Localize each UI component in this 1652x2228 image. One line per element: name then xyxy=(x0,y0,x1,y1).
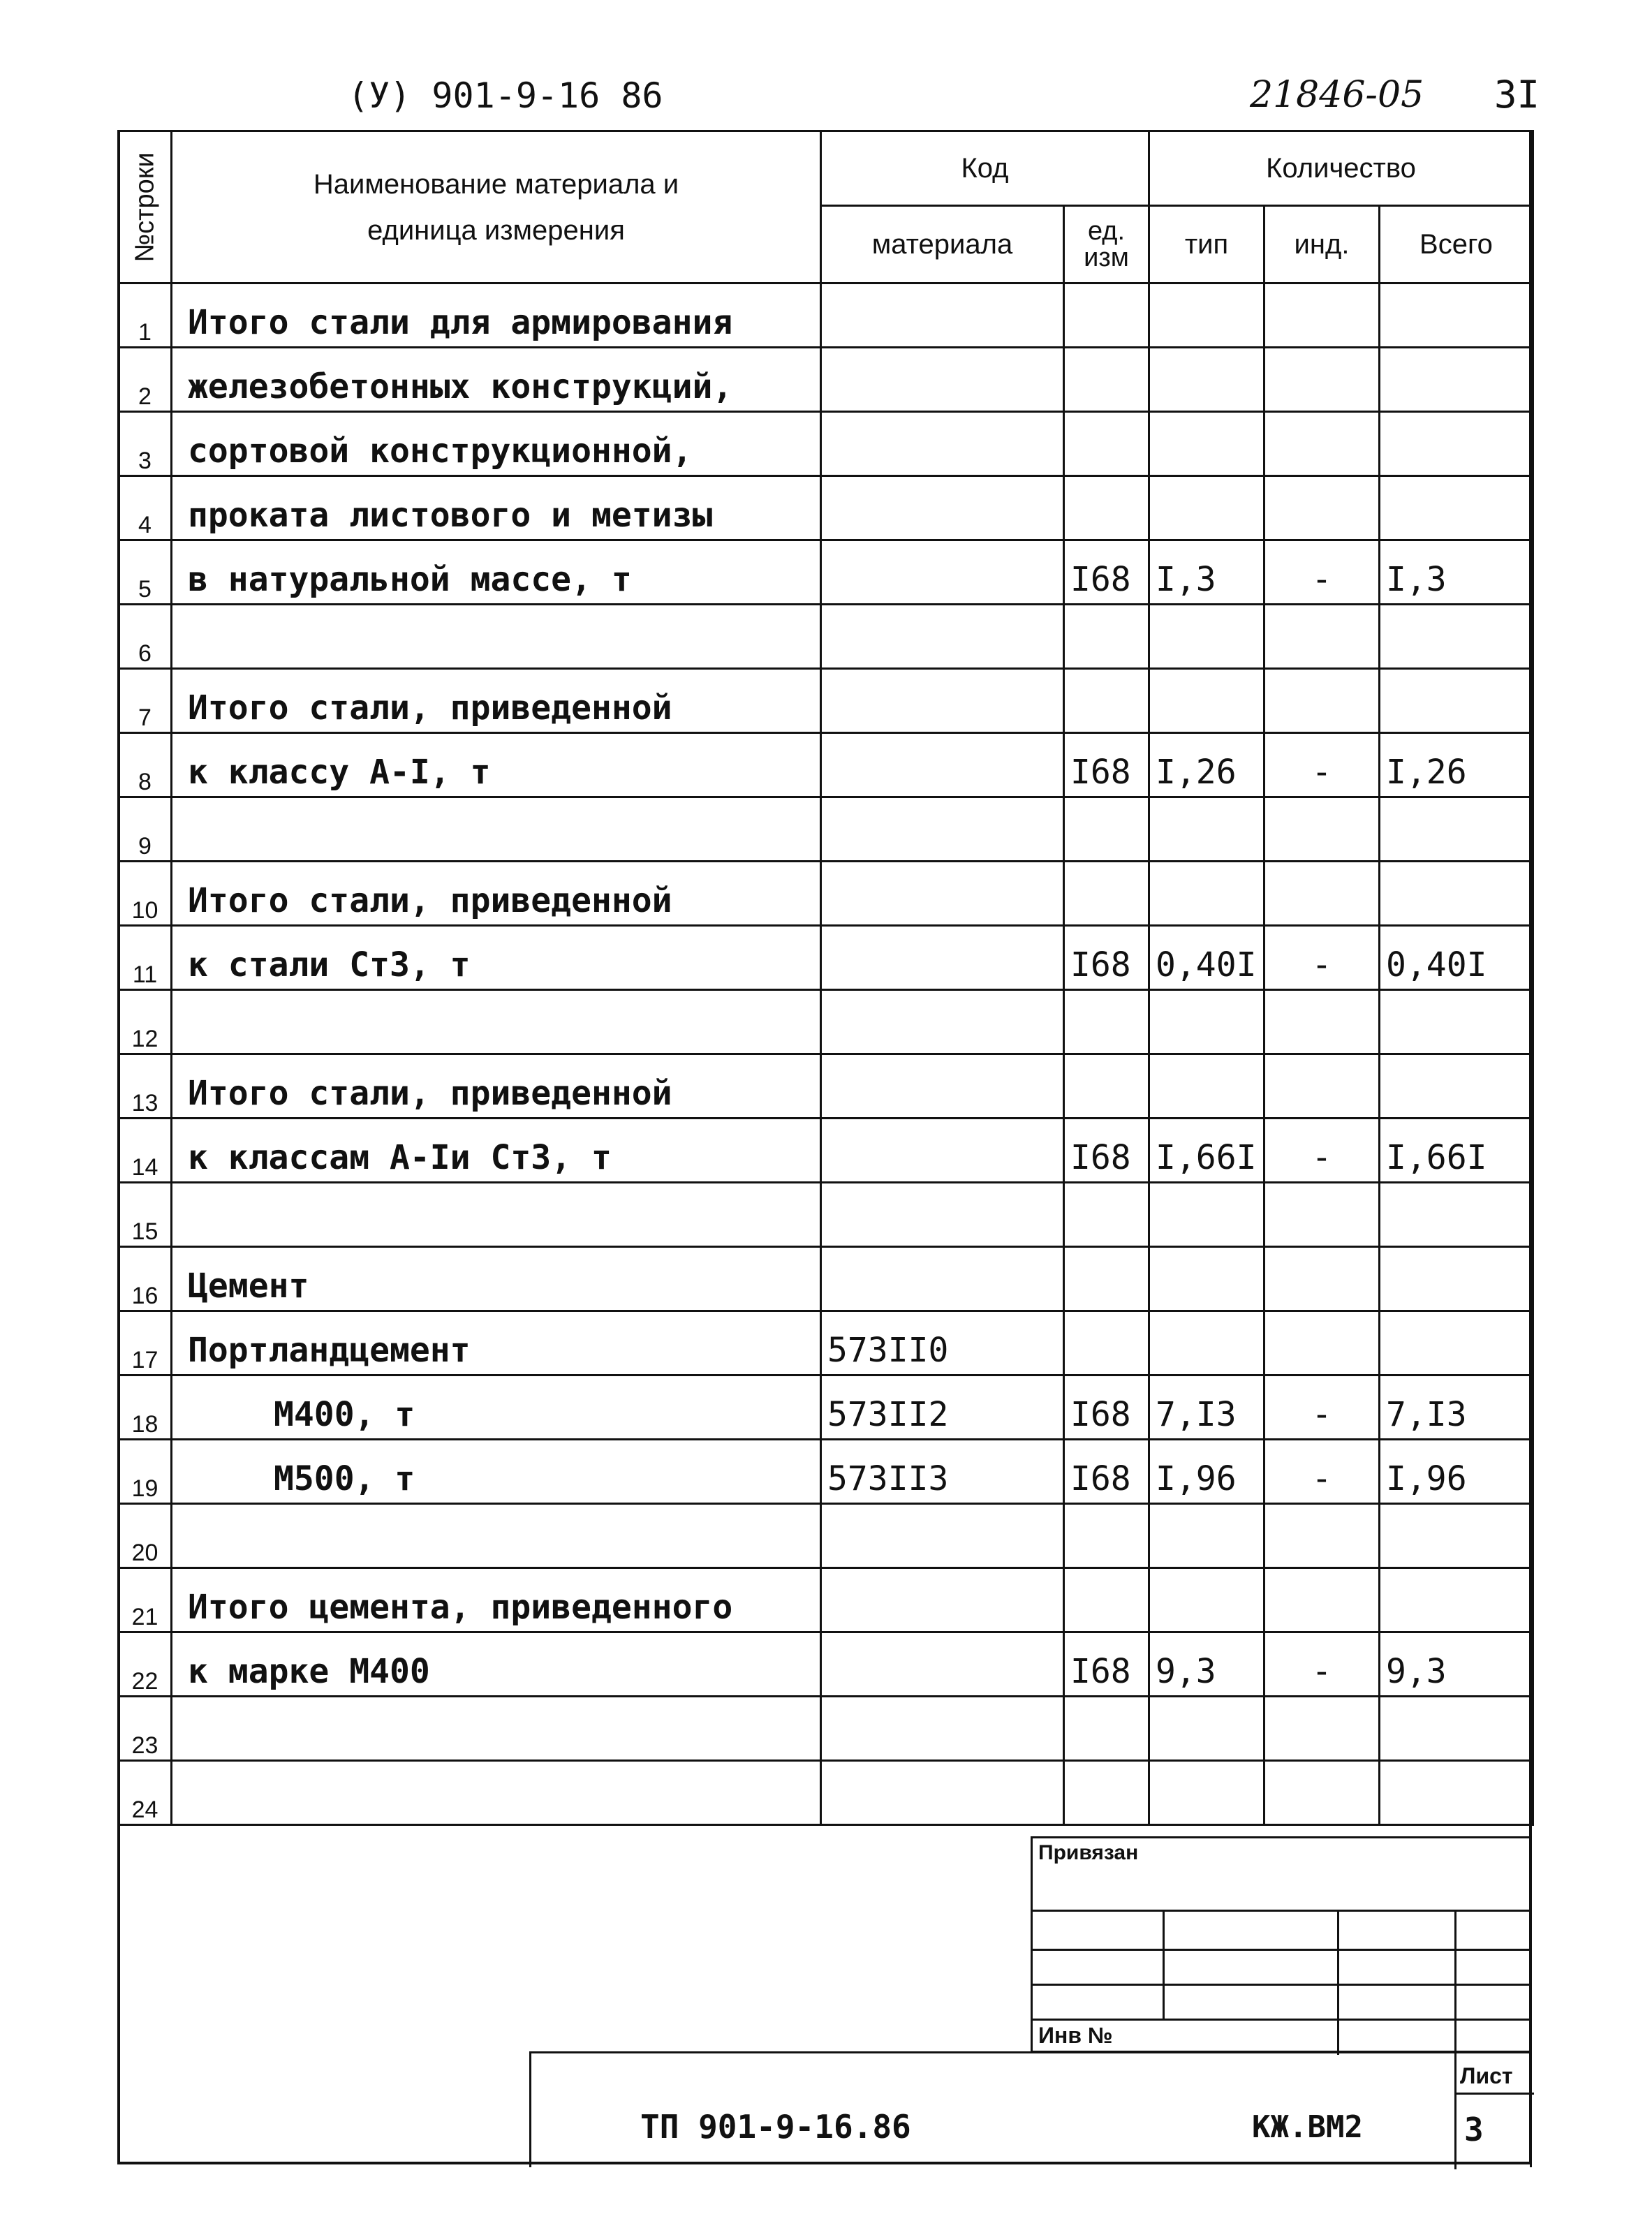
qty-type-header: тип xyxy=(1149,206,1264,283)
row-number: 9 xyxy=(119,797,172,862)
unit-code xyxy=(1064,476,1149,540)
material-code xyxy=(821,605,1064,669)
unit-code xyxy=(1064,1697,1149,1761)
unit-header: ед. изм xyxy=(1064,206,1149,283)
unit-code: I68 xyxy=(1064,1119,1149,1183)
material-code xyxy=(821,990,1064,1054)
material-name: железобетонных конструкций, xyxy=(172,348,821,412)
qty-total xyxy=(1380,476,1533,540)
table-row xyxy=(119,1247,1533,1311)
table-row xyxy=(119,1311,1533,1375)
qty-type xyxy=(1149,412,1264,476)
qty-total-header: Всего xyxy=(1380,206,1533,283)
material-name xyxy=(172,1761,821,1825)
qty-type: I,96 xyxy=(1149,1440,1264,1504)
row-number: 3 xyxy=(119,412,172,476)
row-number: 16 xyxy=(119,1247,172,1311)
qty-ind xyxy=(1264,1183,1380,1247)
table-row xyxy=(119,1440,1533,1504)
qty-total: 9,3 xyxy=(1380,1632,1533,1697)
row-number-header: №строки xyxy=(119,131,172,283)
row-number: 24 xyxy=(119,1761,172,1825)
qty-total xyxy=(1380,797,1533,862)
qty-total xyxy=(1380,412,1533,476)
table-row xyxy=(119,990,1533,1054)
qty-type: 0,40I xyxy=(1149,926,1264,990)
qty-type xyxy=(1149,605,1264,669)
row-number: 1 xyxy=(119,283,172,348)
row-number: 17 xyxy=(119,1311,172,1375)
material-code xyxy=(821,1568,1064,1632)
table-row xyxy=(119,1697,1533,1761)
unit-code: I68 xyxy=(1064,1375,1149,1440)
row-number: 19 xyxy=(119,1440,172,1504)
header-right-code: 21846-05 xyxy=(1250,74,1424,116)
qty-total xyxy=(1380,1568,1533,1632)
material-code xyxy=(821,1697,1064,1761)
qty-total: I,96 xyxy=(1380,1440,1533,1504)
material-code xyxy=(821,348,1064,412)
qty-ind xyxy=(1264,990,1380,1054)
qty-total xyxy=(1380,1247,1533,1311)
qty-ind-header: инд. xyxy=(1264,206,1380,283)
row-number: 6 xyxy=(119,605,172,669)
material-name: Цемент xyxy=(172,1247,821,1311)
unit-code xyxy=(1064,1247,1149,1311)
material-code xyxy=(821,862,1064,926)
materials-table xyxy=(117,130,1534,1826)
material-code xyxy=(821,1504,1064,1568)
material-name: проката листового и метизы xyxy=(172,476,821,540)
quantity-group-header: Количество xyxy=(1149,131,1533,206)
qty-ind xyxy=(1264,1697,1380,1761)
qty-ind: - xyxy=(1264,540,1380,605)
material-code xyxy=(821,1054,1064,1119)
material-name: к классам А-Iи Ст3, т xyxy=(172,1119,821,1183)
material-code xyxy=(821,476,1064,540)
row-number: 11 xyxy=(119,926,172,990)
qty-total xyxy=(1380,990,1533,1054)
material-code xyxy=(821,1632,1064,1697)
attached-stamp xyxy=(1031,1836,1532,2053)
qty-total xyxy=(1380,1183,1533,1247)
row-number: 12 xyxy=(119,990,172,1054)
qty-total xyxy=(1380,605,1533,669)
qty-total xyxy=(1380,1504,1533,1568)
material-code: 573II2 xyxy=(821,1375,1064,1440)
qty-type xyxy=(1149,1247,1264,1311)
qty-type xyxy=(1149,797,1264,862)
material-code xyxy=(821,1183,1064,1247)
row-number: 22 xyxy=(119,1632,172,1697)
table-row xyxy=(119,1504,1533,1568)
qty-total: 0,40I xyxy=(1380,926,1533,990)
qty-ind xyxy=(1264,669,1380,733)
material-name xyxy=(172,797,821,862)
page-number: 3I xyxy=(1494,73,1540,117)
material-name xyxy=(172,1697,821,1761)
qty-ind xyxy=(1264,1568,1380,1632)
qty-ind xyxy=(1264,412,1380,476)
qty-ind: - xyxy=(1264,1440,1380,1504)
row-number: 18 xyxy=(119,1375,172,1440)
qty-total xyxy=(1380,1697,1533,1761)
qty-ind xyxy=(1264,283,1380,348)
qty-type: I,26 xyxy=(1149,733,1264,797)
qty-ind: - xyxy=(1264,1375,1380,1440)
qty-type xyxy=(1149,990,1264,1054)
qty-type xyxy=(1149,476,1264,540)
material-name: Итого стали, приведенной xyxy=(172,862,821,926)
title-block xyxy=(529,2051,1532,2167)
qty-type xyxy=(1149,348,1264,412)
row-number: 4 xyxy=(119,476,172,540)
qty-type: I,66I xyxy=(1149,1119,1264,1183)
row-number: 15 xyxy=(119,1183,172,1247)
table-row xyxy=(119,797,1533,862)
material-name xyxy=(172,1504,821,1568)
unit-code: I68 xyxy=(1064,733,1149,797)
row-number: 8 xyxy=(119,733,172,797)
header-left-code xyxy=(348,75,663,116)
unit-code xyxy=(1064,1183,1149,1247)
unit-code: I68 xyxy=(1064,926,1149,990)
material-code xyxy=(821,1247,1064,1311)
unit-code: I68 xyxy=(1064,540,1149,605)
table-row xyxy=(119,412,1533,476)
table-row xyxy=(119,540,1533,605)
qty-type xyxy=(1149,1183,1264,1247)
material-code xyxy=(821,1119,1064,1183)
material-name: к стали Ст3, т xyxy=(172,926,821,990)
material-name: к классу А-I, т xyxy=(172,733,821,797)
material-name: сортовой конструкционной, xyxy=(172,412,821,476)
document-code: ТП 901-9-16.86 xyxy=(640,2108,911,2146)
qty-type xyxy=(1149,1504,1264,1568)
row-number: 5 xyxy=(119,540,172,605)
table-row xyxy=(119,1568,1533,1632)
qty-ind xyxy=(1264,1054,1380,1119)
material-name xyxy=(172,990,821,1054)
unit-code xyxy=(1064,990,1149,1054)
qty-type xyxy=(1149,1697,1264,1761)
row-number: 14 xyxy=(119,1119,172,1183)
qty-type xyxy=(1149,1568,1264,1632)
material-code xyxy=(821,926,1064,990)
material-name: М500, т xyxy=(172,1440,821,1504)
attached-label: Привязан xyxy=(1038,1841,1139,1864)
table-row xyxy=(119,1761,1533,1825)
unit-code: I68 xyxy=(1064,1440,1149,1504)
qty-total xyxy=(1380,669,1533,733)
qty-ind: - xyxy=(1264,1632,1380,1697)
inv-label: Инв № xyxy=(1038,2023,1113,2048)
row-number: 20 xyxy=(119,1504,172,1568)
table-row xyxy=(119,1183,1533,1247)
table-row xyxy=(119,926,1533,990)
material-code: 573II0 xyxy=(821,1311,1064,1375)
table-row xyxy=(119,605,1533,669)
qty-type: 7,I3 xyxy=(1149,1375,1264,1440)
material-name: Итого стали, приведенной xyxy=(172,1054,821,1119)
qty-total xyxy=(1380,348,1533,412)
qty-type xyxy=(1149,669,1264,733)
material-name xyxy=(172,1183,821,1247)
material-name: М400, т xyxy=(172,1375,821,1440)
unit-code xyxy=(1064,348,1149,412)
material-name: в натуральной массе, т xyxy=(172,540,821,605)
header-left-code-text: (У) 901-9-16 86 xyxy=(348,75,663,116)
qty-ind xyxy=(1264,1761,1380,1825)
qty-ind xyxy=(1264,1504,1380,1568)
qty-ind xyxy=(1264,862,1380,926)
material-name: Итого стали, приведенной xyxy=(172,669,821,733)
material-code xyxy=(821,283,1064,348)
qty-ind: - xyxy=(1264,733,1380,797)
row-number: 21 xyxy=(119,1568,172,1632)
material-code: 573II3 xyxy=(821,1440,1064,1504)
material-name: Итого цемента, приведенного xyxy=(172,1568,821,1632)
qty-type xyxy=(1149,283,1264,348)
qty-type xyxy=(1149,862,1264,926)
qty-total xyxy=(1380,1311,1533,1375)
qty-ind xyxy=(1264,1247,1380,1311)
qty-total: I,3 xyxy=(1380,540,1533,605)
table-row xyxy=(119,1119,1533,1183)
qty-total: 7,I3 xyxy=(1380,1375,1533,1440)
material-code-header: материала xyxy=(821,206,1064,283)
material-name: Итого стали для армирования xyxy=(172,283,821,348)
unit-code xyxy=(1064,283,1149,348)
qty-total xyxy=(1380,862,1533,926)
qty-total xyxy=(1380,1761,1533,1825)
unit-code xyxy=(1064,862,1149,926)
sheet-label: Лист xyxy=(1460,2063,1513,2088)
material-code xyxy=(821,797,1064,862)
table-row xyxy=(119,1054,1533,1119)
unit-code xyxy=(1064,605,1149,669)
material-code xyxy=(821,540,1064,605)
table-row xyxy=(119,348,1533,412)
qty-type: 9,3 xyxy=(1149,1632,1264,1697)
qty-type xyxy=(1149,1761,1264,1825)
material-name: Портландцемент xyxy=(172,1311,821,1375)
unit-code xyxy=(1064,1311,1149,1375)
sheet-code: КЖ.ВМ2 xyxy=(1252,2109,1363,2145)
unit-code xyxy=(1064,1568,1149,1632)
row-number: 23 xyxy=(119,1697,172,1761)
unit-code xyxy=(1064,1761,1149,1825)
qty-ind xyxy=(1264,605,1380,669)
material-code xyxy=(821,1761,1064,1825)
sheet-number: 3 xyxy=(1464,2111,1484,2148)
unit-code xyxy=(1064,797,1149,862)
unit-code xyxy=(1064,669,1149,733)
material-name: к марке М400 xyxy=(172,1632,821,1697)
qty-type: I,3 xyxy=(1149,540,1264,605)
qty-ind: - xyxy=(1264,926,1380,990)
material-name xyxy=(172,605,821,669)
qty-ind xyxy=(1264,348,1380,412)
row-number: 10 xyxy=(119,862,172,926)
table-row xyxy=(119,862,1533,926)
table-row xyxy=(119,1375,1533,1440)
row-number: 7 xyxy=(119,669,172,733)
material-code xyxy=(821,669,1064,733)
code-group-header: Код xyxy=(821,131,1149,206)
table-row xyxy=(119,476,1533,540)
row-number: 2 xyxy=(119,348,172,412)
unit-code xyxy=(1064,1504,1149,1568)
qty-ind xyxy=(1264,476,1380,540)
table-row xyxy=(119,1632,1533,1697)
qty-ind xyxy=(1264,797,1380,862)
qty-total xyxy=(1380,283,1533,348)
row-number: 13 xyxy=(119,1054,172,1119)
qty-type xyxy=(1149,1054,1264,1119)
material-code xyxy=(821,412,1064,476)
qty-total xyxy=(1380,1054,1533,1119)
material-code xyxy=(821,733,1064,797)
table-row xyxy=(119,733,1533,797)
unit-code xyxy=(1064,412,1149,476)
unit-code xyxy=(1064,1054,1149,1119)
qty-total: I,26 xyxy=(1380,733,1533,797)
unit-code: I68 xyxy=(1064,1632,1149,1697)
table-row xyxy=(119,283,1533,348)
qty-ind xyxy=(1264,1311,1380,1375)
table-row xyxy=(119,669,1533,733)
qty-type xyxy=(1149,1311,1264,1375)
qty-total: I,66I xyxy=(1380,1119,1533,1183)
qty-ind: - xyxy=(1264,1119,1380,1183)
material-name-header: Наименование материала и единица измерения xyxy=(172,131,821,283)
